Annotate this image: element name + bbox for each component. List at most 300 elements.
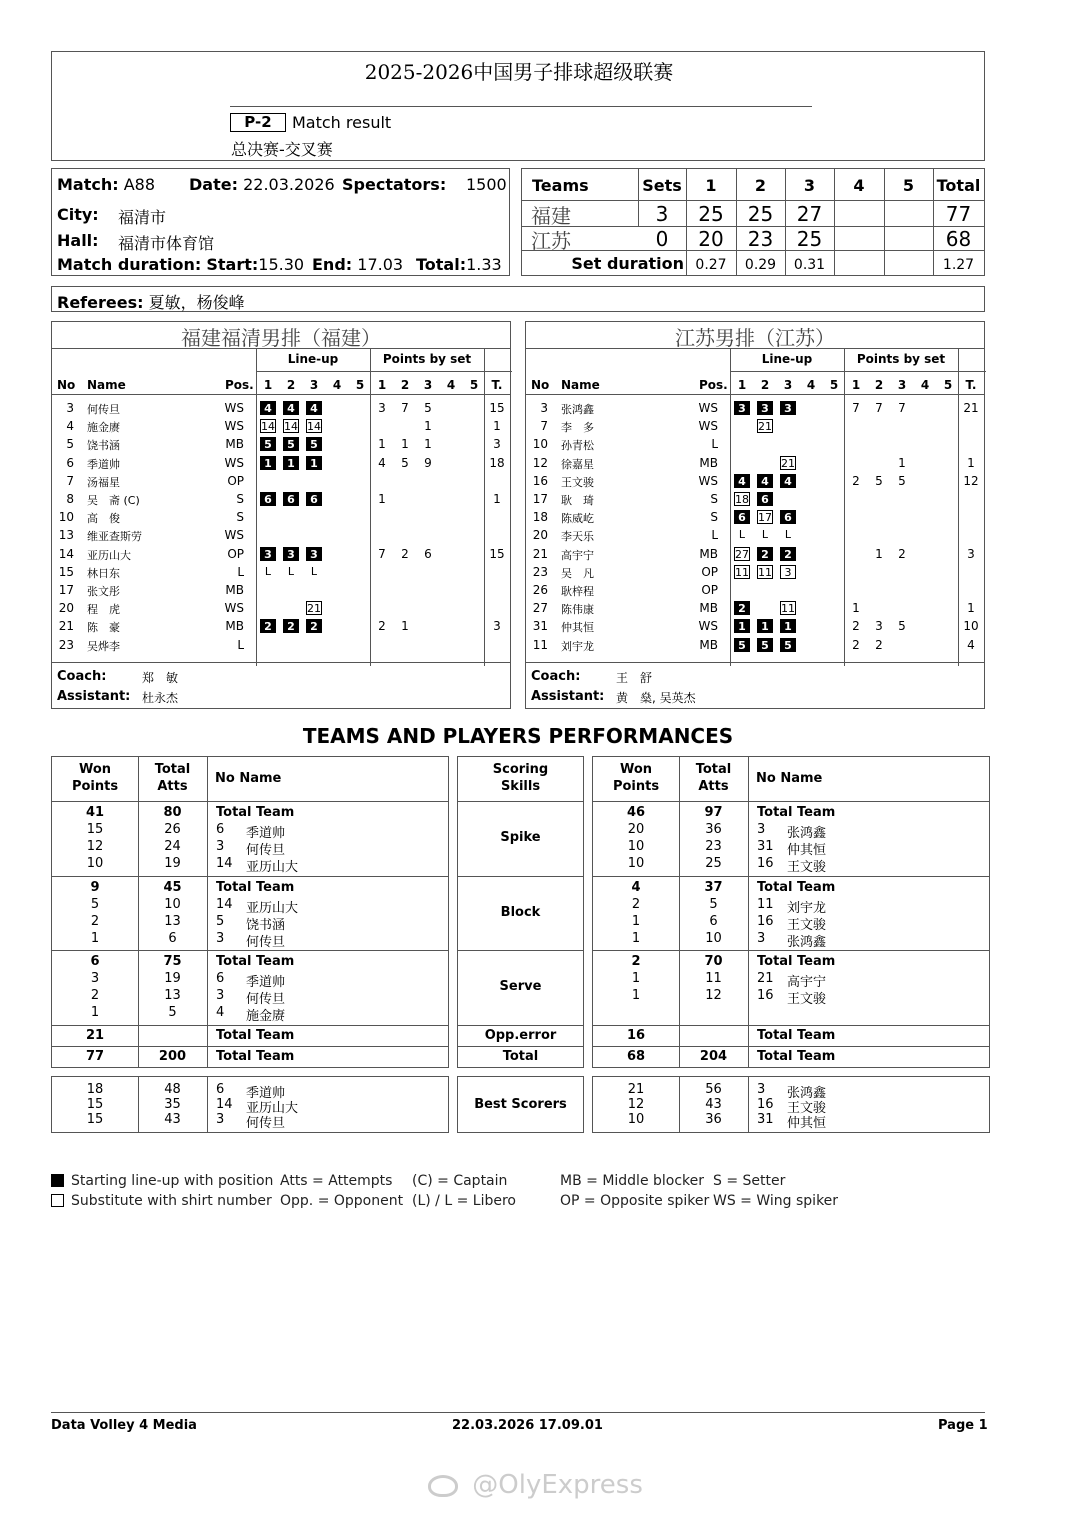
player-row — [526, 400, 984, 418]
set-points: 5 — [401, 455, 409, 470]
player-name: 刘宇龙 — [787, 901, 827, 916]
page-code-box — [230, 113, 286, 132]
total-attempts: 204 — [699, 1049, 728, 1064]
lineup-marker: 3 — [757, 401, 773, 415]
atts-header-1: Total — [154, 762, 191, 777]
total-duration: 1.27 — [942, 257, 975, 273]
lineup-marker: 2 — [780, 547, 796, 561]
set-points: 6 — [424, 546, 432, 561]
player-number: 6 — [66, 455, 74, 470]
lineup-header: Line-up — [287, 352, 339, 366]
total-value: 1.33 — [466, 255, 502, 274]
player-name: 汤福星 — [87, 475, 120, 489]
atts-header-2: Atts — [157, 779, 188, 794]
player-number: 17 — [532, 492, 548, 506]
player-position: S — [710, 510, 718, 525]
lineup-marker: 4 — [734, 474, 750, 488]
player-name: 高 俊 — [87, 512, 120, 526]
player-position: S — [236, 510, 244, 525]
player-name: 耿梓程 — [561, 585, 594, 598]
player-name: 高宇宁 — [787, 975, 827, 990]
lineup-marker: 6 — [283, 492, 299, 506]
player-name: 张文彤 — [87, 585, 120, 598]
city-label: City: — [57, 205, 99, 224]
won-points: 9 — [90, 880, 100, 895]
opp-error-team-b — [592, 1025, 990, 1047]
player-position: MB — [699, 455, 718, 470]
footer-rule — [51, 1412, 985, 1413]
player-name: 刘宇龙 — [561, 639, 594, 653]
player-position: OP — [227, 473, 244, 488]
set5-header: 5 — [902, 176, 915, 195]
best-scorers-team-a — [51, 1076, 449, 1133]
lineup-marker: 1 — [757, 619, 773, 633]
won-points: 1 — [631, 971, 641, 986]
lineup-marker: 5 — [734, 638, 750, 652]
footer-left: Data Volley 4 Media — [51, 1418, 197, 1433]
player-number: 21 — [532, 546, 548, 561]
team-b-short: 江苏 — [531, 229, 571, 253]
col-total-header: T. — [965, 378, 977, 392]
set-points: 2 — [852, 473, 860, 488]
won-points: 1 — [90, 931, 100, 946]
player-name: 饶书涵 — [246, 918, 286, 933]
player-name: 何传旦 — [87, 403, 120, 416]
opp-error-team-a — [51, 1025, 449, 1047]
player-total-points: 12 — [963, 473, 979, 488]
player-name: 亚历山大 — [246, 1101, 299, 1116]
assistant-name: 杜永杰 — [142, 691, 179, 705]
set-points: 3 — [378, 401, 386, 415]
lineup-marker: 4 — [780, 474, 796, 488]
lineup-marker: 6 — [780, 510, 796, 524]
won-points: 16 — [626, 1028, 646, 1043]
spectators-value: 1500 — [466, 175, 507, 194]
total-attempts: 19 — [164, 971, 181, 986]
coach-name: 郑 敏 — [142, 671, 179, 685]
player-position: L — [237, 637, 244, 652]
player-name: 施金赓 — [87, 421, 120, 435]
total-attempts: 24 — [164, 839, 181, 854]
won-points: 15 — [86, 1112, 104, 1127]
player-number: 3 — [66, 401, 74, 415]
total-attempts: 37 — [704, 880, 723, 895]
assistant-name: 黄 燊, 吴英杰 — [616, 691, 696, 705]
player-row — [526, 455, 984, 473]
atts-header-2: Atts — [698, 779, 729, 794]
total-attempts: 10 — [164, 897, 181, 912]
player-row — [526, 418, 984, 436]
lineup-marker: 5 — [260, 437, 276, 451]
total-attempts: 13 — [164, 914, 181, 929]
shirt-number: 5 — [216, 914, 225, 929]
shirt-number: 3 — [757, 931, 766, 946]
set-points: 7 — [401, 401, 409, 415]
player-name: 吴 斋 (C) — [87, 494, 140, 507]
serve-team-a — [51, 950, 449, 1026]
player-position: L — [711, 528, 718, 543]
skills-header-2: Skills — [500, 779, 541, 794]
player-row — [52, 546, 510, 564]
lineup-marker: 2 — [283, 619, 299, 633]
lineup-marker: L — [784, 528, 792, 542]
player-number: 14 — [58, 546, 74, 561]
lineup-marker: 14 — [284, 420, 298, 434]
end-value: 17.03 — [357, 255, 404, 274]
player-total-points: 3 — [493, 619, 501, 634]
player-row — [52, 418, 510, 436]
player-row — [526, 491, 984, 509]
player-row — [526, 600, 984, 618]
block-team-a — [51, 876, 449, 951]
won-header-1: Won — [78, 762, 112, 777]
end-label: End: — [312, 255, 353, 274]
lineup-marker: 2 — [734, 601, 750, 615]
won-points: 10 — [627, 839, 645, 854]
lineup-marker: 5 — [780, 638, 796, 652]
date-label: Date: — [189, 175, 238, 194]
lineup-marker: L — [310, 564, 318, 578]
player-number: 8 — [66, 492, 74, 506]
player-position: WS — [698, 401, 718, 415]
won-points: 68 — [626, 1049, 646, 1064]
set-points: 1 — [424, 437, 432, 452]
lineup-set5-header: 5 — [355, 378, 365, 392]
player-row — [52, 473, 510, 491]
won-points: 18 — [86, 1082, 104, 1097]
lineup-marker: 21 — [307, 602, 321, 616]
won-points: 46 — [626, 805, 646, 820]
skill-name: Total — [502, 1049, 539, 1064]
won-points: 12 — [627, 1097, 645, 1112]
won-points: 15 — [86, 822, 104, 837]
lineup-marker: 3 — [780, 401, 796, 415]
skill-name: Spike — [500, 830, 541, 845]
shirt-number: 16 — [757, 988, 774, 1003]
watermark — [428, 1470, 643, 1500]
col-no-header: No — [57, 378, 76, 392]
match-number: A88 — [123, 175, 156, 194]
player-total-points: 15 — [489, 401, 505, 415]
player-position: MB — [225, 437, 244, 452]
points-set4-header: 4 — [920, 378, 930, 392]
block-team-b — [592, 876, 990, 951]
player-name: 李天乐 — [561, 530, 594, 544]
set-points: 3 — [875, 619, 883, 634]
total-attempts: 200 — [158, 1049, 187, 1064]
match-label: Match: — [57, 175, 119, 194]
lineup-marker: 6 — [306, 492, 322, 506]
set-points: 9 — [424, 455, 432, 470]
player-row — [52, 637, 510, 655]
league-title: 2025-2026中国男子排球超级联赛 — [364, 60, 674, 84]
player-total-points: 1 — [967, 601, 975, 616]
player-name: 何传旦 — [246, 843, 286, 858]
lineup-marker: 3 — [260, 547, 276, 561]
player-name: 耿 琦 — [561, 494, 594, 507]
team-b-set1: 20 — [698, 227, 724, 251]
lineup-marker: 27 — [735, 547, 749, 561]
footer-right: Page 1 — [938, 1418, 988, 1433]
player-name: Total Team — [757, 1028, 836, 1043]
set-points: 2 — [378, 619, 386, 634]
spectators-label: Spectators: — [342, 175, 447, 194]
player-row — [52, 527, 510, 545]
total-attempts: 26 — [164, 822, 181, 837]
hall-value: 福清市体育馆 — [118, 234, 215, 253]
total-skill-cell — [457, 1046, 584, 1068]
points-by-set-header: Points by set — [856, 352, 946, 366]
lineup-set4-header: 4 — [806, 378, 816, 392]
player-position: MB — [699, 637, 718, 652]
score-box — [521, 168, 985, 276]
player-position: MB — [699, 546, 718, 561]
player-total-points: 3 — [967, 546, 975, 561]
col-pos-header: Pos. — [699, 378, 728, 392]
player-number: 3 — [540, 401, 548, 415]
total-attempts: 10 — [705, 931, 722, 946]
shirt-number: 3 — [216, 931, 225, 946]
shirt-number: 14 — [216, 1097, 233, 1112]
set-points: 2 — [401, 546, 409, 561]
won-points: 3 — [90, 971, 100, 986]
referees-box — [51, 286, 985, 312]
player-name: 何传旦 — [246, 935, 286, 950]
player-name: Total Team — [216, 1049, 295, 1064]
starting-lineup-swatch — [51, 1174, 64, 1187]
points-set2-header: 2 — [400, 378, 410, 392]
player-name: 何传旦 — [246, 1116, 286, 1131]
player-row — [526, 436, 984, 454]
opp-error-skill-cell — [457, 1025, 584, 1047]
lineup-marker: 21 — [781, 456, 795, 470]
total-attempts: 13 — [164, 988, 181, 1003]
won-points: 6 — [90, 954, 100, 969]
col-name-header: Name — [87, 378, 126, 392]
team-b-perf-header — [592, 756, 990, 802]
lineup-marker: 4 — [260, 401, 276, 415]
set-points: 5 — [898, 619, 906, 634]
won-points: 21 — [627, 1082, 645, 1097]
player-total-points: 4 — [967, 637, 975, 652]
won-points: 10 — [627, 856, 645, 871]
set3-duration: 0.31 — [793, 257, 826, 273]
team-a-sets: 3 — [655, 202, 669, 226]
won-points: 12 — [86, 839, 104, 854]
player-total-points: 21 — [963, 401, 979, 415]
team-b-sets: 0 — [655, 227, 669, 251]
shirt-number: 3 — [757, 822, 766, 837]
lineup-marker: 4 — [757, 474, 773, 488]
lineup-marker: L — [761, 528, 769, 542]
player-position: WS — [224, 401, 244, 415]
player-name: 饶书涵 — [87, 439, 120, 453]
player-row — [52, 491, 510, 509]
player-number: 5 — [66, 437, 74, 452]
legend-op: OP = Opposite spiker — [560, 1193, 710, 1209]
points-set5-header: 5 — [469, 378, 479, 392]
set-points: 1 — [898, 455, 906, 470]
won-points: 21 — [85, 1028, 105, 1043]
player-position: S — [710, 492, 718, 506]
player-name: 陈伟康 — [561, 603, 594, 617]
lineup-marker: 1 — [780, 619, 796, 633]
total-attempts: 36 — [705, 822, 722, 837]
lineup-marker: 1 — [306, 456, 322, 470]
player-position: OP — [701, 564, 718, 579]
lineup-set3-header: 3 — [309, 378, 319, 392]
player-number: 10 — [532, 437, 548, 452]
skill-name: Best Scorers — [474, 1097, 567, 1112]
total-attempts: 43 — [705, 1097, 722, 1112]
points-set2-header: 2 — [874, 378, 884, 392]
lineup-marker: 14 — [307, 420, 321, 434]
player-name: 陈威屹 — [561, 512, 594, 526]
player-number: 16 — [532, 473, 548, 488]
team-a-set1: 25 — [698, 202, 724, 226]
lineup-marker: 1 — [260, 456, 276, 470]
total-label: Total: — [416, 255, 467, 274]
player-row — [52, 400, 510, 418]
player-position: MB — [225, 619, 244, 634]
player-number: 15 — [58, 564, 74, 579]
page-code: P-2 — [244, 113, 272, 131]
player-name: Total Team — [216, 954, 295, 969]
shirt-number: 16 — [757, 856, 774, 871]
total-attempts: 80 — [163, 805, 182, 820]
player-name: 季道帅 — [246, 826, 286, 841]
col-name-header: Name — [561, 378, 600, 392]
lineup-marker: 1 — [734, 619, 750, 633]
player-number: 10 — [58, 510, 74, 525]
page-title: Match result — [292, 113, 392, 132]
shirt-number: 16 — [757, 914, 774, 929]
lineup-marker: 18 — [735, 493, 749, 506]
points-set1-header: 1 — [377, 378, 387, 392]
player-name: 季道帅 — [87, 457, 120, 471]
player-total-points: 3 — [493, 437, 501, 452]
won-points: 2 — [90, 988, 100, 1003]
player-name: 吴 凡 — [561, 566, 594, 580]
team-a-set3: 27 — [796, 202, 823, 226]
lineup-set2-header: 2 — [760, 378, 770, 392]
player-total-points: 10 — [963, 619, 979, 634]
player-number: 7 — [540, 419, 548, 434]
player-name: 亚历山大 — [246, 860, 299, 875]
lineup-set1-header: 1 — [737, 378, 747, 392]
noname-header: No Name — [756, 771, 823, 786]
set-points: 7 — [852, 401, 860, 415]
shirt-number: 31 — [757, 1112, 774, 1127]
team-a-short: 福建 — [531, 204, 571, 228]
set-points: 7 — [378, 546, 386, 561]
legend-opp: Opp. = Opponent — [280, 1193, 404, 1209]
serve-skill-cell — [457, 950, 584, 1026]
player-name: 吴烨李 — [87, 639, 120, 653]
set-points: 7 — [875, 401, 883, 415]
player-name: 王文骏 — [787, 1101, 827, 1116]
shirt-number: 21 — [757, 971, 774, 986]
won-points: 1 — [90, 1005, 100, 1020]
player-name: 林日东 — [87, 566, 120, 580]
team-full-name: 江苏男排（江苏） — [675, 326, 835, 350]
total-attempts: 75 — [163, 954, 182, 969]
player-position: MB — [699, 601, 718, 616]
total-attempts: 6 — [709, 914, 718, 929]
player-name: 王文骏 — [787, 992, 827, 1007]
shirt-number: 3 — [216, 988, 225, 1003]
col-pos-header: Pos. — [225, 378, 254, 392]
player-number: 23 — [58, 637, 74, 652]
set-points: 1 — [852, 601, 860, 616]
player-name: 陈 豪 — [87, 621, 120, 635]
set1-duration: 0.27 — [695, 257, 727, 273]
won-points: 5 — [90, 897, 100, 912]
total-attempts: 5 — [709, 897, 718, 912]
player-row — [52, 600, 510, 618]
set-points: 2 — [875, 637, 883, 652]
player-name: 徐嘉星 — [561, 457, 594, 471]
won-points: 77 — [85, 1049, 105, 1064]
player-name: 孙青松 — [561, 439, 594, 453]
set-points: 2 — [852, 619, 860, 634]
player-name: 张鸿鑫 — [787, 1086, 827, 1101]
player-name: 亚历山大 — [246, 901, 299, 916]
player-row — [52, 509, 510, 527]
total-attempts: 23 — [705, 839, 722, 854]
city-value: 福清市 — [118, 208, 167, 227]
total-header: Total — [936, 176, 981, 195]
player-position: OP — [227, 546, 244, 561]
legend-starting: Starting line-up with position — [71, 1173, 274, 1189]
player-row — [52, 436, 510, 454]
points-by-set-header: Points by set — [382, 352, 472, 366]
set-points: 5 — [898, 473, 906, 488]
set-points: 7 — [898, 401, 906, 415]
player-name: 张鸿鑫 — [787, 826, 827, 841]
player-name: Total Team — [757, 880, 836, 895]
lineup-marker: 5 — [283, 437, 299, 451]
player-name: 亚历山大 — [87, 548, 131, 562]
team-b-roster — [525, 321, 985, 709]
won-points: 4 — [631, 880, 641, 895]
points-set3-header: 3 — [423, 378, 433, 392]
substitute-swatch — [51, 1194, 64, 1207]
total-attempts: 48 — [164, 1082, 181, 1097]
set-points: 1 — [378, 437, 386, 452]
legend-s: S = Setter — [713, 1173, 786, 1189]
referees-names: 夏敏，杨俊峰 — [148, 293, 245, 312]
player-total-points: 1 — [493, 492, 501, 506]
shirt-number: 4 — [216, 1005, 225, 1020]
player-name: 李 多 — [561, 421, 594, 435]
won-header-2: Points — [612, 779, 660, 794]
start-value: 15.30 — [258, 255, 305, 274]
points-set4-header: 4 — [446, 378, 456, 392]
spike-team-a — [51, 801, 449, 877]
best-scorers-cell — [457, 1076, 584, 1133]
footer-center: 22.03.2026 17.09.01 — [452, 1418, 603, 1433]
assistant-label: Assistant: — [57, 689, 131, 704]
set-points: 5 — [875, 473, 883, 488]
header-box — [51, 51, 985, 161]
set-points: 2 — [898, 546, 906, 561]
won-points: 1 — [631, 914, 641, 929]
team-a-total: 77 — [945, 202, 972, 226]
assistant-label: Assistant: — [531, 689, 605, 704]
won-points: 41 — [85, 805, 105, 820]
player-row — [526, 527, 984, 545]
